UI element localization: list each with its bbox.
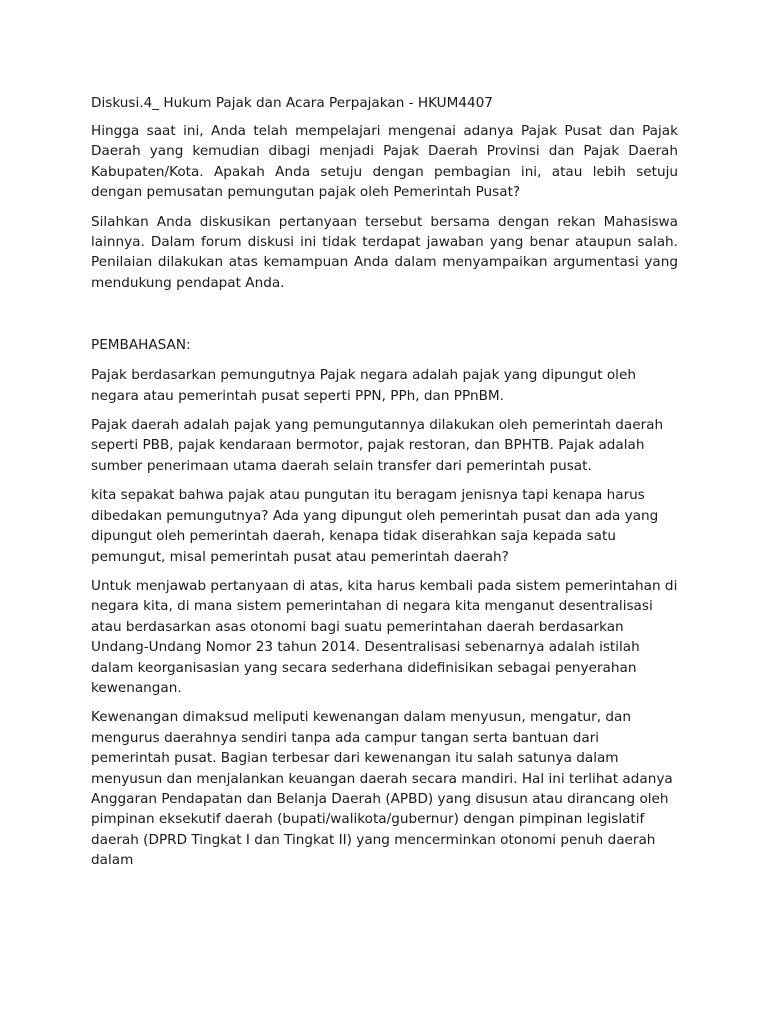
intro-paragraph-2: Silahkan Anda diskusikan pertanyaan tersebut bersama dengan rekan Mahasiswa lainnya. Dalam forum diskusi ini tidak terdapat jawaban yang benar ataupun salah. Penilaian dilakukan atas kemampuan Anda dalam menyampaikan argumentasi yang mendukung pendapat Anda. [91, 213, 678, 291]
intro-paragraph-1: Hingga saat ini, Anda telah mempelajari mengenai adanya Pajak Pusat dan Pajak Daerah yang kemudian dibagi menjadi Pajak Daerah Provinsi dan Pajak Daerah Kabupaten/Kota. Apakah Anda setuju dengan pembagian ini, atau lebih setuju dengan pemusatan pemungutan pajak oleh Pemerintah Pusat? [91, 123, 678, 201]
body-paragraph-1: Pajak berdasarkan pemungutnya Pajak negara adalah pajak yang dipungut oleh negara atau pemerintah pusat seperti PPN, PPh, dan PPnBM. [91, 367, 636, 404]
document-title: Diskusi.4_ Hukum Pajak dan Acara Perpajakan - HKUM4407 [91, 95, 493, 111]
body-paragraph-4: Untuk menjawab pertanyaan di atas, kita harus kembali pada sistem pemerintahan di negara kita, di mana sistem pemerintahan di negara kita menganut desentralisasi atau berdasarkan asas otonomi bagi suatu pemerintahan daerah berdasarkan Undang-Undang Nomor 23 tahun 2014. Desentralisasi sebenarnya adalah istilah dalam keorganisasian yang secara sederhana didefinisikan sebagai penyerahan kewenangan. [91, 577, 678, 696]
body-paragraph-5: Kewenangan dimaksud meliputi kewenangan dalam menyusun, mengatur, dan mengurus daerahnya sendiri tanpa ada campur tangan serta bantuan dari pemerintah pusat. Bagian terbesar dari kewenangan itu salah satunya dalam menyusun dan menjalankan keuangan daerah secara mandiri. Hal ini terlihat adanya Anggaran Pendapatan dan Belanja Daerah (APBD) yang disusun atau dirancang oleh pimpinan eksekutif daerah (bupati/walikota/gubernur) dengan pimpinan legislatif daerah (DPRD Tingkat I dan Tingkat II) yang mencerminkan otonomi penuh daerah dalam [91, 709, 673, 869]
body-paragraph-3: kita sepakat bahwa pajak atau pungutan itu beragam jenisnya tapi kenapa harus dibedakan pemungutnya? Ada yang dipungut oleh pemerintah pusat dan ada yang dipungut oleh pemerintah daerah, kenapa tidak diserahkan saja kepada satu pemungut, misal pemerintah pusat atau pemerintah daerah? [91, 487, 659, 565]
discussion-body [91, 365, 678, 870]
section-heading: PEMBAHASAN: [91, 337, 191, 354]
body-paragraph-2: Pajak daerah adalah pajak yang pemungutannya dilakukan oleh pemerintah daerah seperti PBB, pajak kendaraan bermotor, pajak restoran, dan BPHTB. Pajak adalah sumber penerimaan utama daerah selain transfer dari pemerintah pusat. [91, 417, 664, 474]
document-page [91, 93, 678, 871]
